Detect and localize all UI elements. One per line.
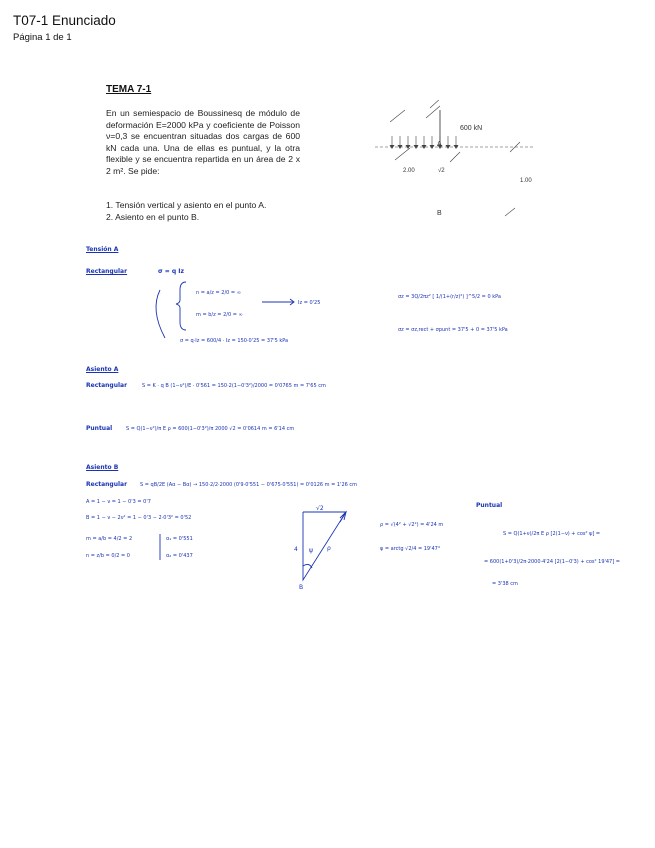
problem-statement: En un semiespacio de Boussinesq de módulo de deformación E=2000 kPa y coeficiente de Poisson ν=0,3 se encuentran situadas dos cargas de 600 kN cada una. Una de ellas es puntual, y la otra flexible y se encuentra repartida en un área de 2 x 2 m². Se pide: xyxy=(106,108,300,176)
triangle-top-label: √2 xyxy=(316,505,324,512)
asiento-b-b-line: B = 1 − ν − 2ν² = 1 − 0'3 − 2·0'3² = 0'52 xyxy=(86,515,192,521)
asiento-b-rect-line: S = qB/2E (Aα − Bα) → 150·2/2·2000 (0'9·0'551 − 0'675·0'551) = 0'0126 m = 1'26 cm xyxy=(140,482,358,488)
asiento-b-m-line: m = a/b = 4/2 = 2 xyxy=(86,536,133,542)
asiento-b-a-line: A = 1 − ν = 1 − 0'3 = 0'7 xyxy=(86,499,151,505)
load-label: 600 kN xyxy=(460,125,483,132)
tension-a-formula: σ = q Iz xyxy=(158,268,184,275)
asiento-a-heading: Asiento A xyxy=(86,366,119,373)
asiento-b-punct-label: Puntual xyxy=(476,502,503,509)
asiento-b-heading: Asiento B xyxy=(86,464,119,471)
triangle-left-label: 4 xyxy=(294,546,298,553)
asiento-b-s-formula: S = Q(1+ν)/2π E ρ [2(1−ν) + cos² ψ] = xyxy=(503,531,601,537)
question-2: 2. Asiento en el punto B. xyxy=(106,212,200,222)
asiento-a-punct-line: S = Q(1−ν²)/π E ρ = 600(1−0'3²)/π 2000 √2 = 0'0614 m = 6'14 cm xyxy=(126,426,295,432)
dim-right: 1.00 xyxy=(520,178,532,184)
tension-a-sigma-line: σ = q·Iz = 600/4 · Iz = 150·0'25 = 37'5 kPa xyxy=(180,338,289,344)
tension-a-n-line: n = a/z = 2/0 = ∞ xyxy=(196,290,241,296)
asiento-b-alpha1: α₁ = 0'551 xyxy=(166,536,193,542)
asiento-b-rho-line: ρ = √(4² + √2²) = 4'24 m xyxy=(380,522,444,528)
asiento-b-s-result: = 3'38 cm xyxy=(492,581,518,587)
tension-a-iz-result: Iz = 0'25 xyxy=(298,300,321,306)
problem-heading: TEMA 7-1 xyxy=(106,84,152,95)
tension-a-punctual-line: σz = 3Q/2πz² [ 1/(1+(r/z)²) ]^5/2 = 0 kPa xyxy=(398,294,501,300)
asiento-a-punct-label: Puntual xyxy=(86,425,113,432)
asiento-b-alpha2: α₂ = 0'437 xyxy=(166,553,193,559)
tension-a-heading: Tensión A xyxy=(86,246,119,253)
asiento-b-s-value: = 600(1+0'3)/2π·2000·4'24 [2(1−0'3) + cos² 19'47] = xyxy=(484,559,620,565)
asiento-a-rect-line: S = K · q B (1−ν²)/E · 0'561 = 150·2(1−0'3²)/2000 = 0'0765 m = 7'65 cm xyxy=(142,383,326,389)
asiento-a-rect-label: Rectangular xyxy=(86,382,128,389)
triangle-angle-label: ψ xyxy=(309,547,313,554)
point-a-label: A xyxy=(437,141,442,148)
page-title: T07-1 Enunciado xyxy=(13,13,116,28)
triangle-hyp-label: ρ xyxy=(327,545,331,552)
point-b-label: B xyxy=(437,210,442,217)
tension-a-total-line: σz = σz,rect + σpunt = 37'5 + 0 = 37'5 kPa xyxy=(398,327,508,333)
dim-mid: √2 xyxy=(438,168,445,174)
tension-a-m-line: m = b/z = 2/0 = ∞ xyxy=(196,312,243,318)
page-number: Página 1 de 1 xyxy=(13,32,72,43)
dim-left: 2.00 xyxy=(403,168,415,174)
asiento-b-rect-label: Rectangular xyxy=(86,481,128,488)
tension-a-rect-label: Rectangular xyxy=(86,268,128,275)
asiento-b-n-line: n = z/b = 0/2 = 0 xyxy=(86,553,130,559)
triangle-b-label: B xyxy=(299,584,304,591)
asiento-b-psi-line: ψ = arctg √2/4 = 19'47° xyxy=(380,546,441,552)
question-1: 1. Tensión vertical y asiento en el punto A. xyxy=(106,200,267,210)
